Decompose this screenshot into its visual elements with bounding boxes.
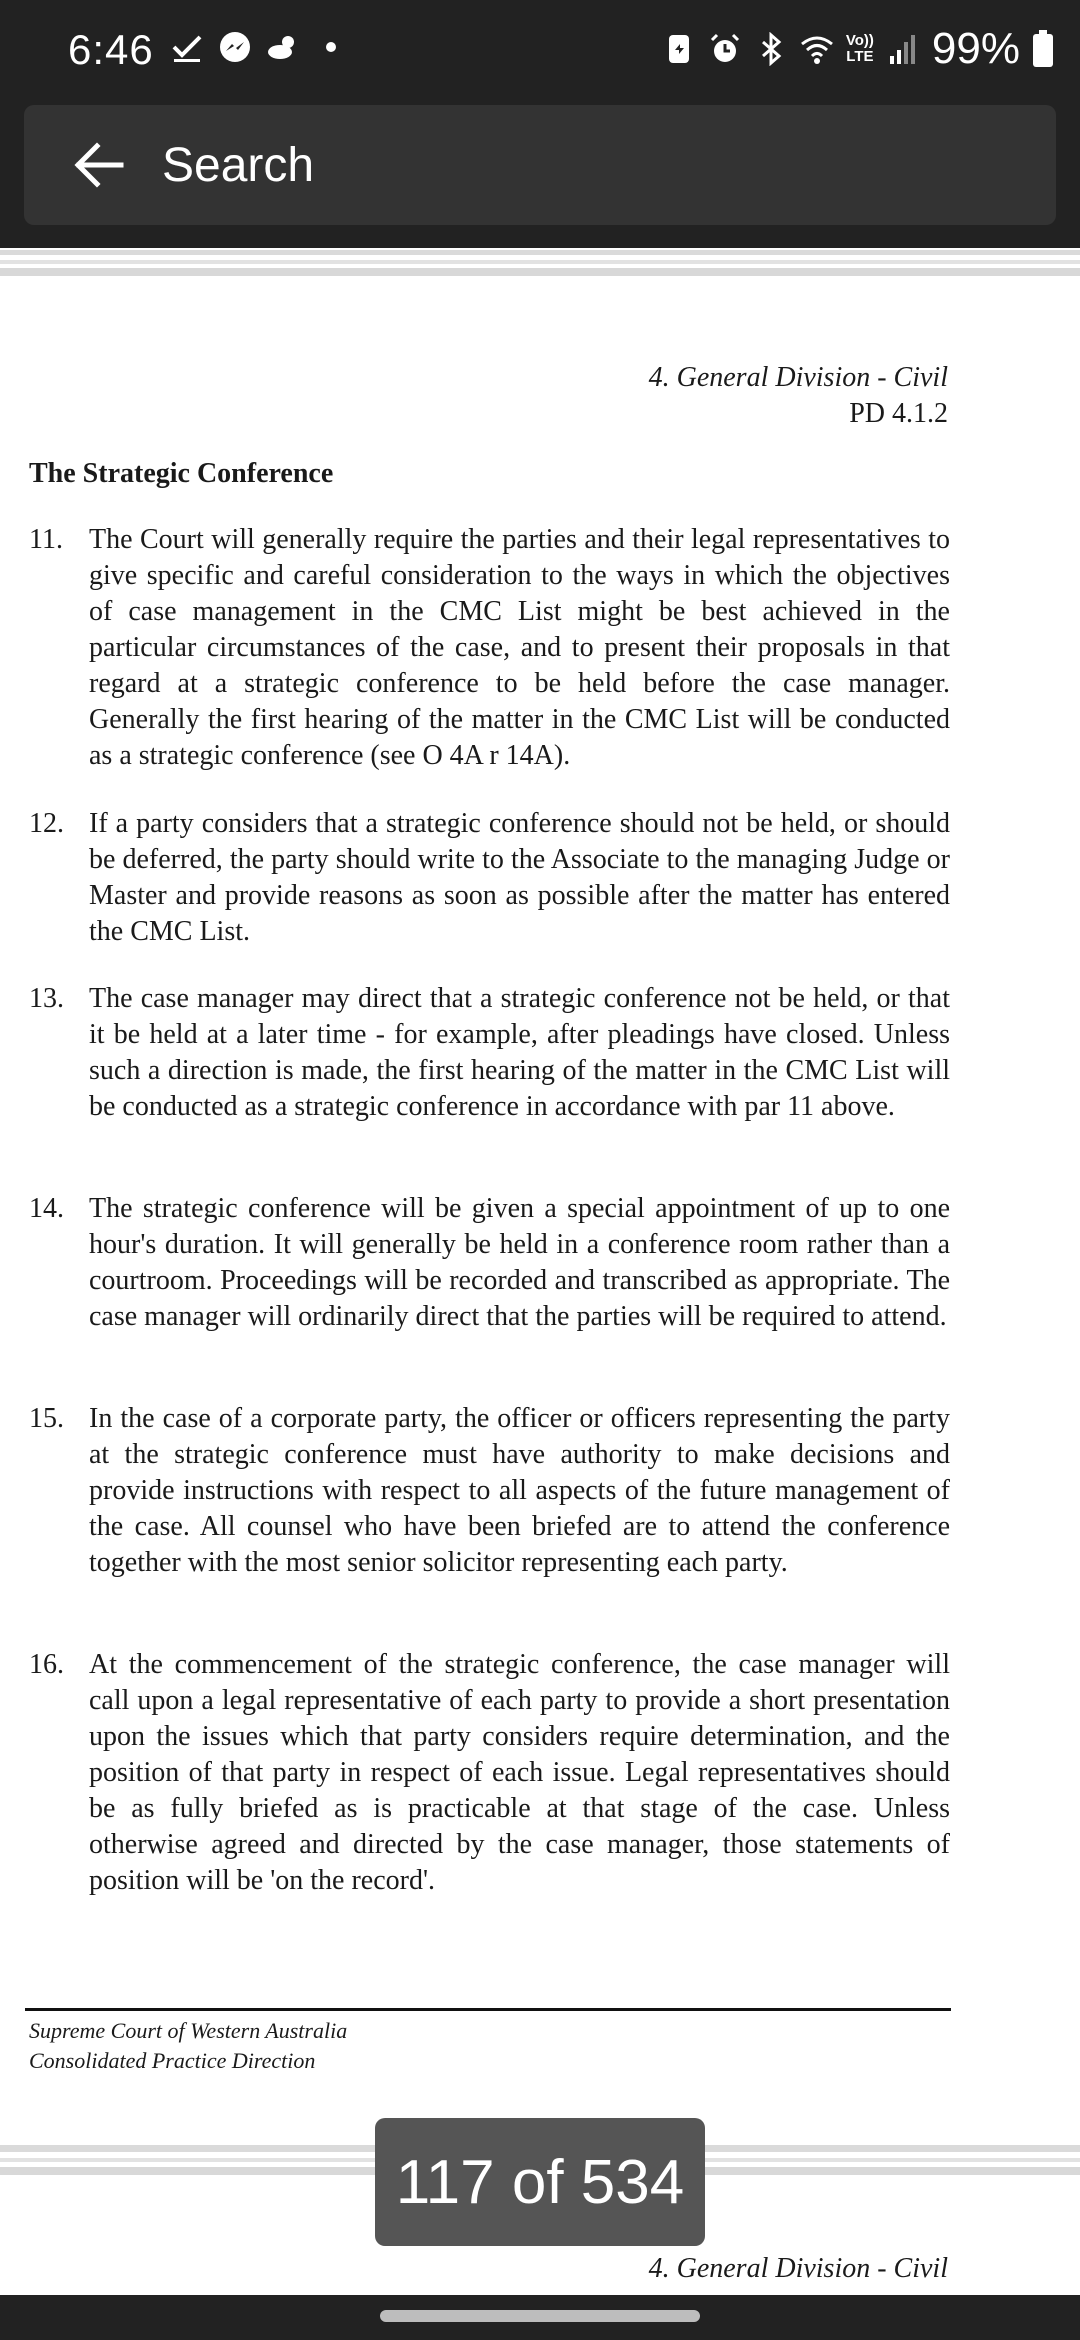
alarm-icon (708, 32, 742, 66)
document-page[interactable] (0, 285, 1080, 2145)
bluetooth-icon (754, 32, 788, 66)
page-header-pd: PD 4.1.2 (849, 398, 948, 429)
paragraph-text: If a party considers that a strategic conference should not be held, or should be deferred, the party should write to the Associate to the managing Judge or Master and provide reasons as soon as possible after the matter has entered the CMC List. (89, 808, 950, 947)
footer-divider (25, 2008, 951, 2011)
paragraph-text: The Court will generally require the parties and their legal representatives to give specific and careful consideration to the ways in which the objectives of case management in the CMC List might be best achieved in the particular circumstances of the case, and to present their proposals in that regard at a strategic conference to be held before the case manager. Generally the first hearing of the matter in the CMC List will be conducted as a strategic conference (see O 4A r 14A). (89, 524, 950, 771)
page-indicator: 117 of 534 (375, 2118, 705, 2246)
signal-icon (886, 32, 920, 66)
check-icon (170, 30, 204, 64)
home-gesture-handle[interactable] (380, 2310, 700, 2322)
search-label[interactable]: Search (162, 138, 315, 192)
footer-line-1: Supreme Court of Western Australia (29, 2018, 348, 2043)
paragraph-11 (29, 522, 950, 774)
status-bar (0, 0, 1080, 105)
paragraph-text: At the commencement of the strategic conference, the case manager will call upon a legal representative of each party to provide a short presentation upon the issues which that party considers require determination, and the position of that party in respect of each issue. Legal representatives should be as fully briefed as is practicable at that stage of the case. Unless otherwise agreed and directed by the case manager, those statements of position will be 'on the record'. (89, 1649, 950, 1896)
paragraph-12 (29, 806, 950, 950)
paragraph-number: 16. (29, 1649, 64, 1680)
page-separator-top (0, 250, 1080, 285)
paragraph-13 (29, 981, 950, 1125)
battery-icon (1032, 30, 1054, 68)
wifi-icon (800, 32, 834, 66)
paragraph-number: 11. (29, 524, 63, 555)
page-header-division: 4. General Division - Civil (648, 362, 948, 393)
volte-label: Vo)) (845, 32, 874, 49)
network-label: LTE (846, 48, 874, 65)
sim-icon (662, 32, 696, 66)
footer-line-2: Consolidated Practice Direction (29, 2048, 316, 2073)
navigation-bar (0, 2295, 1080, 2340)
back-button[interactable] (66, 133, 130, 197)
dot-icon (314, 30, 348, 64)
status-left-icons (170, 30, 348, 64)
section-title: The Strategic Conference (29, 458, 334, 489)
page-footer (29, 2016, 347, 2076)
paragraph-15 (29, 1401, 950, 1581)
status-right-icons (662, 24, 1054, 74)
weather-icon (266, 30, 300, 64)
paragraph-number: 12. (29, 808, 64, 839)
battery-percent: 99% (931, 24, 1020, 73)
paragraph-number: 15. (29, 1403, 64, 1434)
volte-icon (846, 33, 874, 65)
paragraph-number: 14. (29, 1193, 64, 1224)
paragraph-text: The strategic conference will be given a special appointment of up to one hour's duration. It will generally be held in a conference room rather than a courtroom. Proceedings will be recorded and transcribed as appropriate. The case manager will ordinarily direct that the parties will be required to attend. (89, 1193, 950, 1332)
paragraph-number: 13. (29, 983, 64, 1014)
arrow-left-icon (71, 138, 125, 192)
search-bar[interactable] (24, 105, 1056, 225)
paragraph-text: The case manager may direct that a strategic conference not be held, or that it be held at a later time - for example, after pleadings have closed. Unless such a direction is made, the first hearing of the matter in the CMC List will be conducted as a strategic conference in accordance with par 11 above. (89, 983, 950, 1122)
status-time: 6:46 (68, 26, 154, 73)
paragraph-16 (29, 1647, 950, 1899)
paragraph-text: In the case of a corporate party, the officer or officers representing the party at the strategic conference must have authority to make decisions and provide instructions with respect to all aspects of the future management of the case. All counsel who have been briefed are to attend the conference together with the most senior solicitor representing each party. (89, 1403, 950, 1578)
paragraph-14 (29, 1191, 950, 1335)
page-header (649, 360, 948, 432)
app-bar (0, 105, 1080, 248)
next-page-header: 4. General Division - Civil (648, 2253, 948, 2284)
messenger-icon (218, 30, 252, 64)
